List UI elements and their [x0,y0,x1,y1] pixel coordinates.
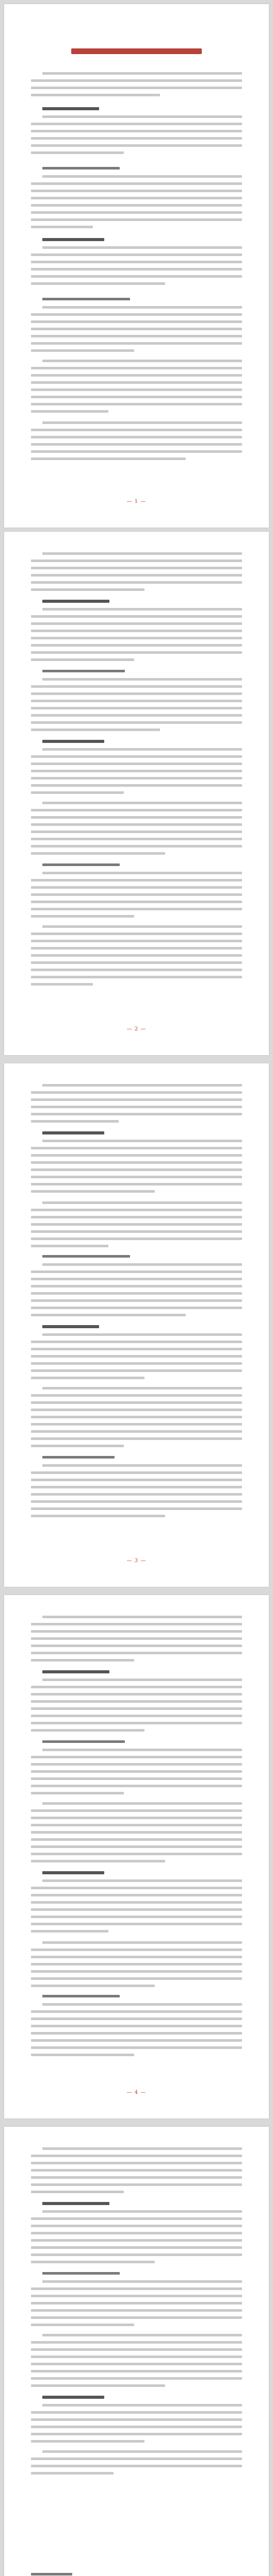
text-line-placeholder [42,175,242,178]
text-line-placeholder [31,1623,242,1625]
text-line-placeholder [42,360,242,362]
text-line-placeholder [31,622,242,625]
text-line-placeholder [31,1956,242,1958]
text-line-placeholder [31,2287,242,2290]
text-line-placeholder [31,1471,242,1474]
text-line-placeholder [31,2411,242,2414]
text-line-placeholder [31,1770,242,1773]
text-line-placeholder [31,2176,242,2179]
text-line-placeholder [31,831,242,833]
text-line-placeholder [31,1098,242,1101]
text-line-placeholder [31,886,242,889]
text-line-placeholder [31,879,242,882]
text-line-placeholder [31,204,242,207]
text-line-placeholder [31,1183,242,1185]
text-line-placeholder [31,1908,242,1911]
text-line-placeholder [31,1838,242,1841]
section-heading-placeholder [42,740,104,743]
text-line-placeholder [31,436,242,438]
page-number: — 3 — [126,1558,147,1564]
text-line-placeholder [31,770,242,772]
text-line-placeholder [31,396,242,398]
text-line-placeholder [31,313,242,316]
text-line-placeholder [42,1941,242,1944]
text-line-placeholder [31,2433,242,2435]
text-line-placeholder [31,560,242,562]
text-line-placeholder [31,1362,242,1365]
text-line-placeholder [31,908,242,910]
text-line-placeholder [31,1423,242,1426]
text-line-placeholder [31,1223,242,1226]
text-line-placeholder [31,2054,134,2056]
text-line-placeholder [31,1445,124,1447]
subheading-placeholder [42,863,120,866]
text-line-placeholder [31,2363,242,2365]
page-number: — 4 — [126,2090,147,2095]
text-line-placeholder [31,1230,242,1233]
text-line-placeholder [42,2210,242,2213]
text-line-placeholder [31,2261,155,2263]
text-line-placeholder [31,381,242,384]
text-line-placeholder [42,2147,242,2150]
text-line-placeholder [31,328,242,330]
text-line-placeholder [42,1387,242,1389]
text-line-placeholder [31,450,242,453]
text-line-placeholder [42,552,242,555]
subheading-placeholder [42,1995,120,1997]
text-line-placeholder [31,282,165,285]
text-line-placeholder [31,1700,242,1703]
text-line-placeholder [31,2426,242,2428]
text-line-placeholder [31,1091,242,1094]
text-line-placeholder [31,1831,242,1834]
text-line-placeholder [31,151,124,154]
text-line-placeholder [31,87,242,89]
text-line-placeholder [31,2183,242,2186]
text-line-placeholder [31,2348,242,2351]
text-line-placeholder [42,872,242,874]
text-line-placeholder [31,2217,242,2220]
text-line-placeholder [42,2450,242,2453]
text-line-placeholder [31,1307,242,1309]
text-line-placeholder [31,1722,242,1724]
section-heading-placeholder [42,1131,104,1134]
text-line-placeholder [42,1802,242,1805]
text-line-placeholder [31,915,134,918]
text-line-placeholder [31,190,242,192]
text-line-placeholder [31,1707,242,1710]
text-line-placeholder [31,123,242,125]
text-line-placeholder [31,685,242,688]
text-line-placeholder [31,1168,242,1171]
text-line-placeholder [31,1729,144,1732]
text-line-placeholder [31,1106,242,1108]
text-line-placeholder [31,1161,242,1164]
text-line-placeholder [31,947,242,950]
text-line-placeholder [31,1686,242,1688]
section-heading-placeholder [42,107,99,110]
text-line-placeholder [31,1500,242,1503]
text-line-placeholder [31,2377,242,2380]
text-line-placeholder [42,2003,242,2006]
text-line-placeholder [31,637,242,639]
text-line-placeholder [31,838,242,840]
text-line-placeholder [31,1270,242,1273]
section-heading-placeholder [42,600,109,603]
text-line-placeholder [31,2232,242,2234]
text-line-placeholder [31,1756,242,1758]
text-line-placeholder [31,137,242,140]
text-line-placeholder [31,714,242,717]
text-line-placeholder [31,658,134,661]
document-page-1 [4,4,269,528]
text-line-placeholder [31,2384,165,2387]
text-line-placeholder [31,791,124,794]
text-line-placeholder [31,2309,242,2312]
text-line-placeholder [31,1348,242,1350]
text-line-placeholder [31,1394,242,1397]
text-line-placeholder [31,707,242,709]
subheading-placeholder [42,1740,125,1743]
text-line-placeholder [31,1486,242,1488]
text-line-placeholder [31,2324,134,2326]
text-line-placeholder [31,1785,242,1787]
text-line-placeholder [31,218,242,221]
text-line-placeholder [42,1084,242,1087]
text-line-placeholder [31,1176,242,1178]
text-line-placeholder [31,457,186,460]
subheading-placeholder [42,2272,120,2275]
text-line-placeholder [31,1963,242,1965]
text-line-placeholder [31,574,242,577]
text-line-placeholder [42,421,242,424]
text-line-placeholder [31,651,242,654]
text-line-placeholder [42,925,242,928]
text-line-placeholder [31,94,160,96]
text-line-placeholder [31,261,242,263]
text-line-placeholder [31,762,242,765]
text-line-placeholder [31,692,242,695]
text-line-placeholder [31,1630,242,1633]
text-line-placeholder [31,1416,242,1418]
text-line-placeholder [31,983,93,986]
text-line-placeholder [31,79,242,82]
text-line-placeholder [31,1147,242,1149]
text-line-placeholder [31,2155,242,2157]
text-line-placeholder [42,1679,242,1681]
text-line-placeholder [31,1430,242,1433]
text-line-placeholder [31,954,242,957]
text-line-placeholder [42,1263,242,1266]
text-line-placeholder [31,2246,242,2249]
subheading-placeholder [31,2573,72,2575]
text-line-placeholder [42,2404,242,2406]
text-line-placeholder [31,567,242,569]
text-line-placeholder [31,1853,242,1855]
text-line-placeholder [31,969,242,971]
text-line-placeholder [31,2162,242,2164]
text-line-placeholder [31,630,242,632]
text-line-placeholder [31,1341,242,1343]
text-line-placeholder [31,1238,242,1240]
text-line-placeholder [31,2039,242,2042]
section-heading-placeholder [42,1871,104,1874]
text-line-placeholder [31,367,242,369]
text-line-placeholder [42,1464,242,1467]
text-line-placeholder [31,226,93,228]
document-page-5 [4,2127,269,2576]
text-line-placeholder [31,1977,242,1980]
text-line-placeholder [31,211,242,214]
subheading-placeholder [42,167,120,170]
page-number: — 2 — [126,1026,147,1032]
text-line-placeholder [31,2191,124,2193]
text-line-placeholder [31,182,242,185]
text-line-placeholder [42,1616,242,1618]
text-line-placeholder [31,2458,242,2460]
section-heading-placeholder [42,2396,104,2399]
text-line-placeholder [31,581,242,584]
text-line-placeholder [31,2370,242,2372]
text-line-placeholder [31,1824,242,1826]
subheading-placeholder [42,1456,115,1459]
text-line-placeholder [31,1209,242,1211]
document-page-2 [4,532,269,1055]
text-line-placeholder [31,728,160,731]
text-line-placeholder [31,852,165,855]
text-line-placeholder [42,2334,242,2336]
text-line-placeholder [31,961,242,964]
text-line-placeholder [31,320,242,323]
text-line-placeholder [31,1285,242,1287]
text-line-placeholder [31,901,242,903]
text-line-placeholder [31,2169,242,2172]
text-line-placeholder [42,246,242,249]
document-page-3 [4,1063,269,1587]
text-line-placeholder [42,678,242,681]
text-line-placeholder [31,893,242,896]
text-line-placeholder [31,755,242,758]
text-line-placeholder [42,1333,242,1336]
text-line-placeholder [31,349,134,352]
text-line-placeholder [31,976,242,978]
text-line-placeholder [31,1292,242,1295]
text-line-placeholder [31,1652,242,1654]
text-line-placeholder [31,2253,242,2256]
text-line-placeholder [31,588,144,591]
text-line-placeholder [31,1507,242,1510]
text-line-placeholder [31,403,242,405]
text-line-placeholder [31,1777,242,1780]
text-line-placeholder [31,1792,124,1794]
text-line-placeholder [31,429,242,431]
text-line-placeholder [31,1154,242,1157]
text-line-placeholder [31,1923,242,1925]
text-line-placeholder [31,615,242,618]
text-line-placeholder [42,2280,242,2283]
text-line-placeholder [31,1299,242,1302]
text-line-placeholder [31,1845,242,1848]
page-number: — 1 — [126,499,147,504]
text-line-placeholder [42,608,242,611]
text-line-placeholder [31,2025,242,2027]
text-line-placeholder [31,1493,242,1496]
text-line-placeholder [31,933,242,935]
text-line-placeholder [31,1693,242,1696]
text-line-placeholder [42,748,242,751]
text-line-placeholder [31,2225,242,2227]
text-line-placeholder [42,1879,242,1882]
subheading-placeholder [42,1255,130,1258]
text-line-placeholder [31,1645,242,1647]
text-line-placeholder [31,2239,242,2242]
text-line-placeholder [31,777,242,779]
text-line-placeholder [42,802,242,804]
text-line-placeholder [31,1970,242,1973]
document-title [71,48,202,54]
text-line-placeholder [31,374,242,377]
text-line-placeholder [31,2010,242,2013]
text-line-placeholder [31,823,242,826]
text-line-placeholder [42,1140,242,1142]
text-line-placeholder [31,1916,242,1918]
text-line-placeholder [31,2440,144,2443]
text-line-placeholder [31,2316,242,2319]
text-line-placeholder [31,1377,144,1379]
text-line-placeholder [42,1749,242,1751]
text-line-placeholder [31,1369,242,1372]
text-line-placeholder [31,410,108,413]
section-heading-placeholder [42,238,104,241]
text-line-placeholder [31,1401,242,1404]
text-line-placeholder [42,72,242,75]
text-line-placeholder [31,1894,242,1896]
text-line-placeholder [31,1355,242,1358]
text-line-placeholder [31,443,242,446]
text-line-placeholder [31,1887,242,1889]
text-line-placeholder [31,845,242,848]
text-line-placeholder [31,1763,242,1766]
text-line-placeholder [31,2472,114,2475]
section-heading-placeholder [42,1670,109,1673]
section-heading-placeholder [42,2202,109,2205]
text-line-placeholder [31,2295,242,2297]
text-line-placeholder [31,1659,134,1662]
text-line-placeholder [31,1985,155,1987]
text-line-placeholder [31,1314,186,1316]
text-line-placeholder [31,197,242,199]
text-line-placeholder [31,275,242,278]
text-line-placeholder [31,700,242,702]
text-line-placeholder [31,940,242,942]
text-line-placeholder [42,1201,242,1204]
text-line-placeholder [31,1637,242,1640]
text-line-placeholder [31,721,242,724]
text-line-placeholder [31,1930,108,1933]
text-line-placeholder [31,1113,242,1115]
text-line-placeholder [31,1120,119,1123]
text-line-placeholder [42,306,242,309]
text-line-placeholder [31,130,242,132]
text-line-placeholder [31,1860,165,1862]
text-line-placeholder [31,1190,155,1193]
text-line-placeholder [31,1216,242,1218]
document-page-4 [4,1595,269,2119]
text-line-placeholder [31,1409,242,1411]
text-line-placeholder [31,2465,242,2467]
text-line-placeholder [31,268,242,270]
text-line-placeholder [31,253,242,256]
text-line-placeholder [31,784,242,787]
text-line-placeholder [31,1817,242,1819]
text-line-placeholder [31,1479,242,1481]
text-line-placeholder [31,2341,242,2344]
text-line-placeholder [42,115,242,118]
text-line-placeholder [31,1278,242,1280]
text-line-placeholder [31,644,242,647]
text-line-placeholder [31,388,242,391]
text-line-placeholder [31,1715,242,1717]
text-line-placeholder [31,2355,242,2358]
subheading-placeholder [42,298,130,300]
text-line-placeholder [31,1245,108,1247]
text-line-placeholder [31,1515,165,1517]
text-line-placeholder [31,342,242,345]
text-line-placeholder [31,2046,242,2049]
text-line-placeholder [31,335,242,337]
text-line-placeholder [31,809,242,811]
text-line-placeholder [31,2018,242,2020]
section-heading-placeholder [42,1325,99,1328]
text-line-placeholder [31,1437,242,1440]
text-line-placeholder [31,2032,242,2035]
text-line-placeholder [31,1809,242,1812]
text-line-placeholder [31,816,242,819]
text-line-placeholder [31,1901,242,1904]
subheading-placeholder [42,670,125,672]
text-line-placeholder [31,1948,242,1951]
text-line-placeholder [31,2418,242,2421]
text-line-placeholder [31,2302,242,2304]
text-line-placeholder [31,144,242,147]
